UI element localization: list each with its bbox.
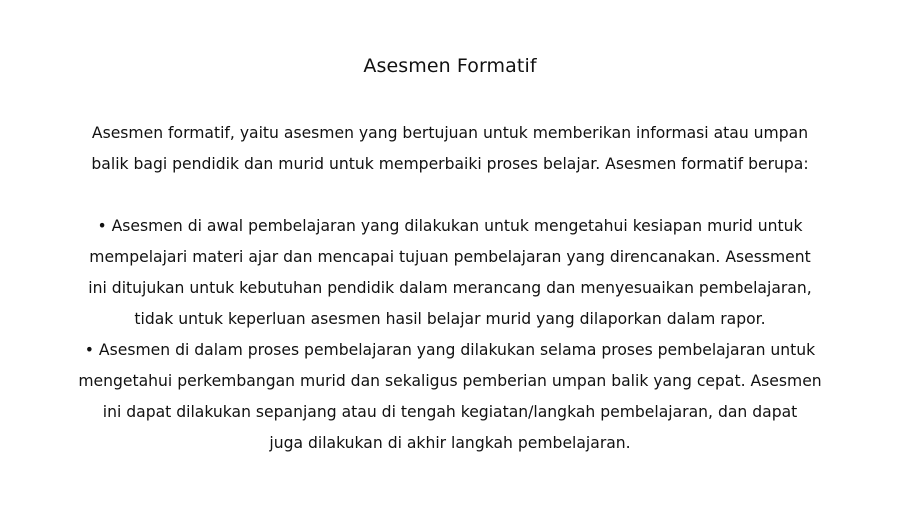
bullet-2-line-1: • Asesmen di dalam proses pembelajaran yang dilakukan selama proses pembelajaran untuk [84,341,816,359]
slide-title: Asesmen Formatif [363,55,537,77]
intro-paragraph [40,118,860,180]
bullet-1-line-2: mempelajari materi ajar dan mencapai tujuan pembelajaran yang direncanakan. Asessment [89,248,811,266]
intro-line-1: Asesmen formatif, yaitu asesmen yang bertujuan untuk memberikan informasi atau umpan [91,124,809,142]
paragraph-gap [40,180,860,211]
bullet-1-line-3: ini ditujukan untuk kebutuhan pendidik dalam merancang dan menyesuaikan pembelajaran, [88,279,812,297]
bullet-1-line-4: tidak untuk keperluan asesmen hasil belajar murid yang dilaporkan dalam rapor. [134,310,766,328]
intro-line-2: balik bagi pendidik dan murid untuk memperbaiki proses belajar. Asesmen formatif berupa: [91,155,809,173]
bullet-item-2 [40,335,860,459]
bullet-item-1 [40,211,860,335]
slide-content [40,118,860,459]
bullet-2-line-4: juga dilakukan di akhir langkah pembelajaran. [269,434,631,452]
bullet-2-line-2: mengetahui perkembangan murid dan sekaligus pemberian umpan balik yang cepat. Asesmen [78,372,822,390]
bullet-1-line-1: • Asesmen di awal pembelajaran yang dilakukan untuk mengetahui kesiapan murid untuk [97,217,803,235]
bullet-2-line-3: ini dapat dilakukan sepanjang atau di tengah kegiatan/langkah pembelajaran, dan dapat [102,403,798,421]
